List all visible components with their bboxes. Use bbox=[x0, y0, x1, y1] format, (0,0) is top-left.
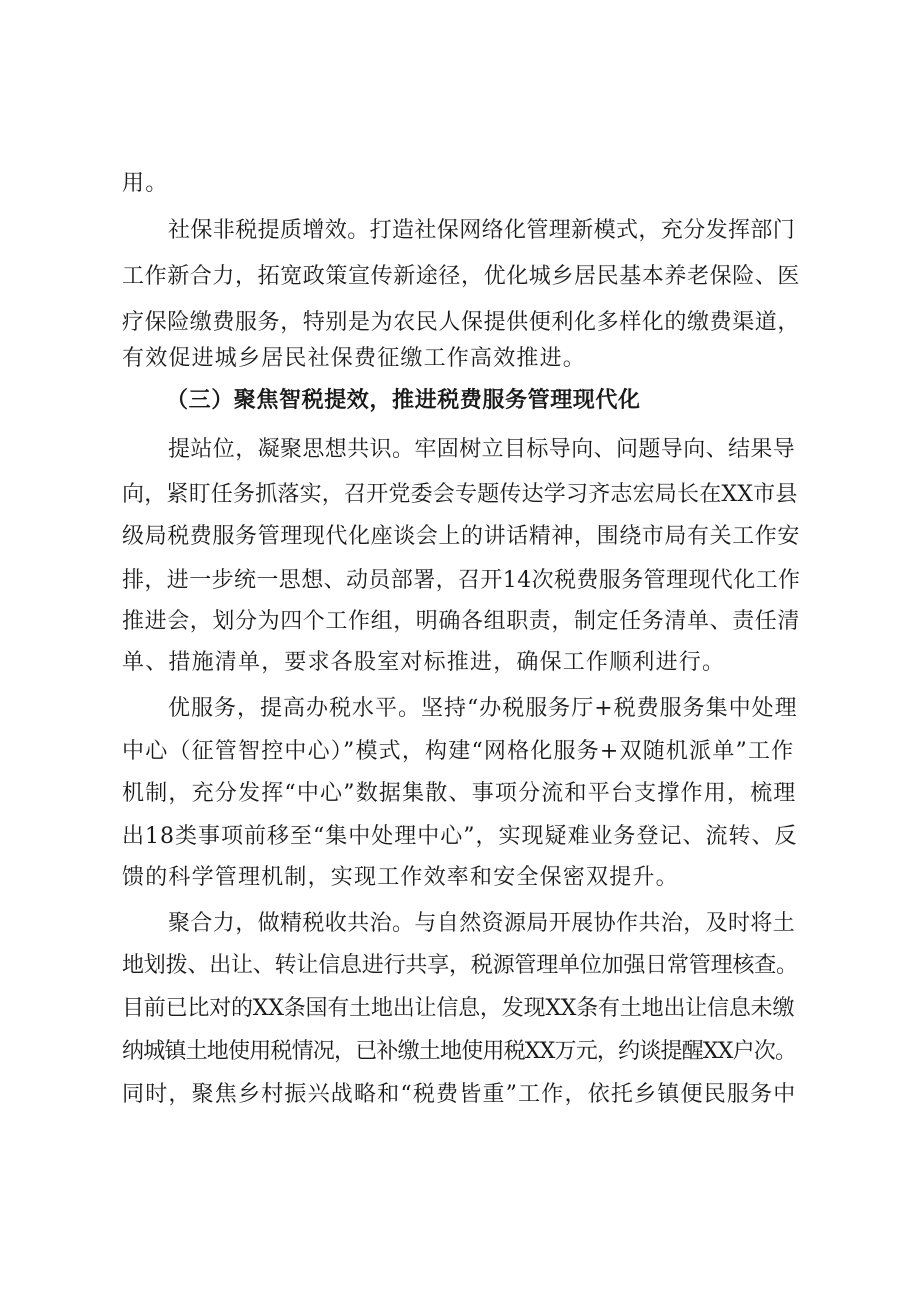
paragraph-line: 单、措施清单，要求各股室对标推进，确保工作顺利进行。 bbox=[122, 650, 726, 675]
paragraph-line: 纳城镇土地使用税情况，已补缴土地使用税XX万元，约谈提醒XX户次。 bbox=[122, 1039, 797, 1064]
paragraph-line: 有效促进城乡居民社保费征缴工作高效推进。 bbox=[122, 346, 587, 371]
paragraph-line: 馈的科学管理机制，实现工作效率和安全保密双提升。 bbox=[122, 865, 679, 890]
paragraph-line: 用。 bbox=[122, 171, 169, 196]
paragraph-line: 排，进一步统一思想、动员部署，召开14次税费服务管理现代化工作 bbox=[122, 568, 801, 593]
paragraph-line: 中心（征管智控中心）”模式，构建“网格化服务+双随机派单”工作 bbox=[122, 739, 795, 764]
paragraph-line: 出18类事项前移至“集中处理中心”，实现疑难业务登记、流转、反 bbox=[122, 824, 798, 849]
paragraph-line: 同时，聚焦乡村振兴战略和“税费皆重”工作，依托乡镇便民服务中 bbox=[122, 1082, 797, 1107]
paragraph-line: 社保非税提质增效。打造社保网络化管理新模式，充分发挥部门 bbox=[168, 218, 796, 243]
paragraph-line: 地划拨、出让、转让信息进行共享，税源管理单位加强日常管理核查。 bbox=[122, 953, 798, 978]
paragraph-line: 目前已比对的XX条国有土地出让信息，发现XX条有土地出让信息未缴 bbox=[122, 996, 795, 1021]
paragraph-line: 聚合力，做精税收共治。与自然资源局开展协作共治，及时将土 bbox=[168, 911, 796, 936]
paragraph-line: 机制，充分发挥“中心”数据集散、事项分流和平台支撑作用，梳理 bbox=[122, 781, 797, 806]
section-heading: （三）聚焦智税提效，推进税费服务管理现代化 bbox=[166, 388, 641, 413]
paragraph-line: 级局税费服务管理现代化座谈会上的讲话精神，围绕市局有关工作安 bbox=[122, 524, 801, 549]
paragraph-line: 推进会，划分为四个工作组，明确各组职责，制定任务清单、责任清 bbox=[122, 609, 801, 634]
paragraph-line: 工作新合力，拓宽政策宣传新途径，优化城乡居民基本养老保险、医 bbox=[122, 264, 801, 289]
paragraph-line: 优服务，提高办税水平。坚持“办税服务厅+税费服务集中处理 bbox=[168, 696, 798, 721]
paragraph-line: 提站位，凝聚思想共识。牢固树立目标导向、问题导向、结果导 bbox=[168, 437, 796, 462]
paragraph-line: 向，紧盯任务抓落实，召开党委会专题传达学习齐志宏局长在XX市县 bbox=[122, 482, 798, 507]
paragraph-line: 疗保险缴费服务，特别是为农民人保提供便利化多样化的缴费渠道， bbox=[122, 310, 801, 335]
